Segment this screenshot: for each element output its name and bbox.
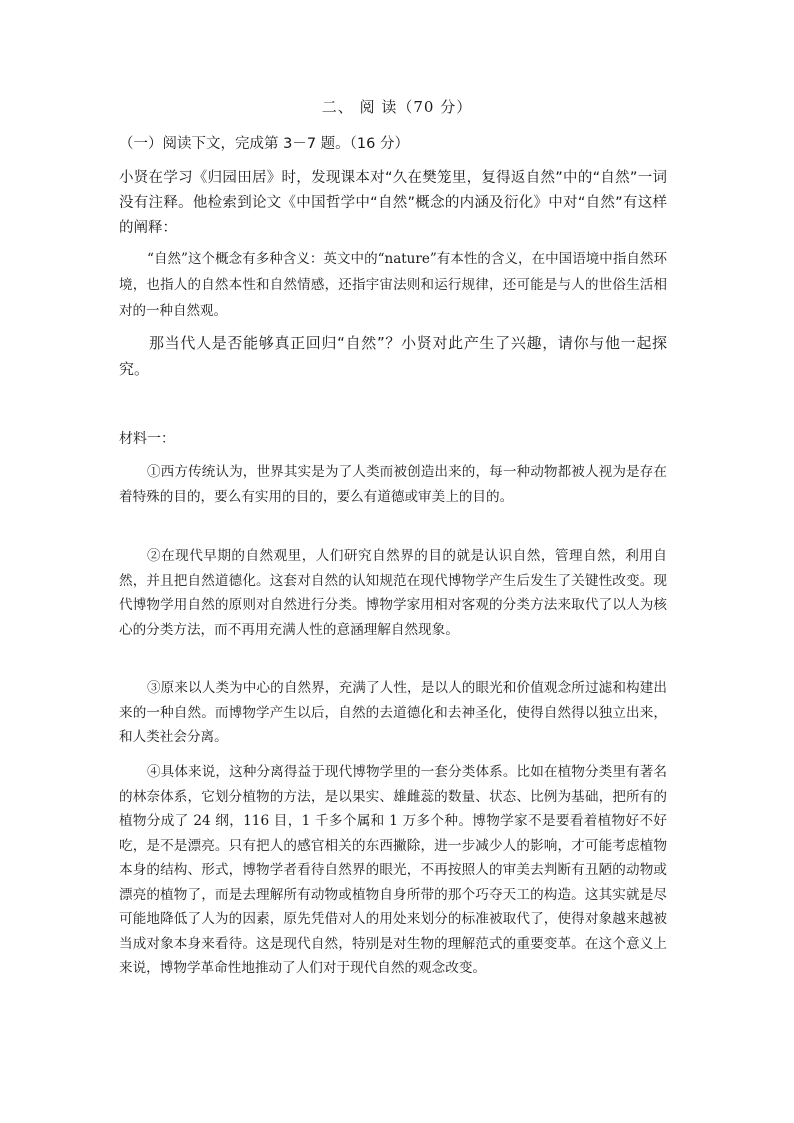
definition-quote: “自然”这个概念有多种含义：英文中的“nature”有本性的含义，在中国语境中指自然环境，也指人的自然本性和自然情感，还指宇宙法则和运行规律，还可能是与人的世俗生活相对的一种自然观。	[119, 251, 667, 319]
material-paragraph-4: ④具体来说，这种分离得益于现代博物学里的一套分类体系。比如在植物分类里有著名的林奈体系，它划分植物的方法，是以果实、雄雌蕊的数量、状态、比例为基础，把所有的植物分成了 24 纲，116 目，1 千多个属和 1 万多个种。博物学家不是要看着植物好不好吃，是不是漂亮。只有把人的感官相关的东西撇除，进一步减少人的影响，才可能考虑植物本身的结构、形式，博物学者看待自然界的眼光，不再按照人的审美去判断有丑陋的动物或漂亮的植物了，而是去理解所有动物或植物自身所带的那个巧夺天工的构造。这其实就是尽可能地降低了人为的因素，原先凭借对人的用处来划分的标准被取代了，使得对象越来越被当成对象本身来看待。这是现代自然，特别是对生物的理解范式的重要变革。在这个意义上来说，博物学革命性地推动了人们对于现代自然的观念改变。	[119, 764, 667, 976]
material-one-label: 材料一：	[119, 431, 175, 447]
question-paragraph: 那当代人是否能够真正回归“自然”？小贤对此产生了兴趣，请你与他一起探究。	[119, 334, 667, 378]
material-paragraph-3: ③原来以人类为中心的自然界，充满了人性，是以人的眼光和价值观念所过滤和构建出来的一种自然。而博物学产生以后，自然的去道德化和去神圣化，使得自然得以独立出来，和人类社会分离。	[119, 680, 667, 745]
material-paragraph-1: ①西方传统认为，世界其实是为了人类而被创造出来的，每一种动物都被人视为是存在着特殊的目的，要么有实用的目的，要么有道德或审美上的目的。	[119, 464, 667, 505]
intro-paragraph: 小贤在学习《归园田居》时，发现课本对“久在樊笼里，复得返自然”中的“自然”一词没有注释。他检索到论文《中国哲学中“自然”概念的内涵及衍化》中对“自然”有这样的阐释：	[119, 170, 667, 236]
section-title: 二、 阅 读（70 分）	[321, 98, 473, 116]
part-one-heading: （一）阅读下文，完成第 3－7 题。（16 分）	[119, 136, 409, 152]
material-paragraph-2: ②在现代早期的自然观里，人们研究自然界的目的就是认识自然，管理自然，利用自然，并且把自然道德化。这套对自然的认知规范在现代博物学产生后发生了关键性改变。现代博物学用自然的原则对自然进行分类。博物学家用相对客观的分类方法来取代了以人为核心的分类方法，而不再用充满人性的意涵理解自然现象。	[119, 548, 667, 638]
